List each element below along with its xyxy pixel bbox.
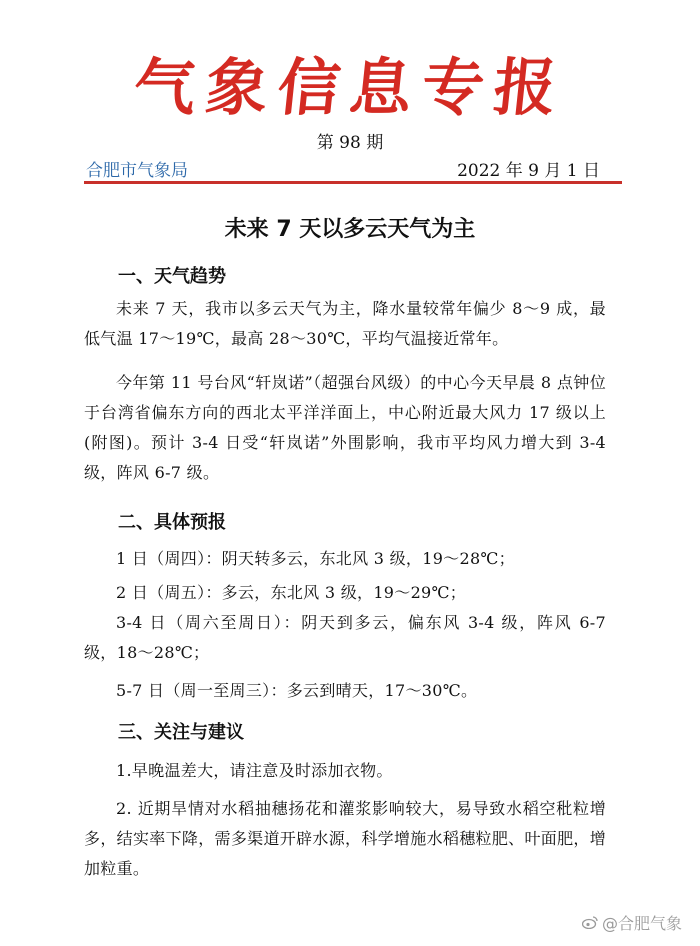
header-divider bbox=[84, 181, 622, 184]
issue-date: 2022 年 9 月 1 日 bbox=[457, 161, 600, 181]
forecast-day-5-7: 5-7 日（周一至周三）：多云到晴天，17～30℃。 bbox=[116, 681, 478, 700]
advice-item-1: 1.早晚温差大，请注意及时添加衣物。 bbox=[116, 761, 393, 780]
issue-number: 第 98 期 bbox=[316, 133, 384, 153]
section-heading-advice: 三、关注与建议 bbox=[118, 722, 244, 743]
section-heading-forecast: 二、具体预报 bbox=[118, 512, 226, 533]
forecast-day-3-4: 3-4 日（周六至周日）：阴天到多云，偏东风 3-4 级，阵风 6-7 级，18～28℃； bbox=[84, 613, 606, 662]
forecast-day-1: 1 日（周四）：阴天转多云，东北风 3 级，19～28℃； bbox=[116, 549, 515, 568]
forecast-day-2: 2 日（周五）：多云，东北风 3 级，19～29℃； bbox=[116, 583, 467, 602]
trend-paragraph-2: 今年第 11 号台风“轩岚诺”（超强台风级）的中心今天早晨 8 点钟位于台湾省偏东方向的西北太平洋洋面上，中心附近最大风力 17 级以上(附图)。预计 3-4 日受“轩岚诺”外围影响，我市平均风力增大到 3-4 级，阵风 6-7 级。 bbox=[84, 373, 606, 482]
weibo-watermark bbox=[582, 911, 682, 934]
watermark-text: @合肥气象 bbox=[601, 914, 682, 933]
agency-name: 合肥市气象局 bbox=[86, 161, 188, 181]
weibo-logo-icon bbox=[582, 915, 598, 929]
advice-item-2: 2. 近期旱情对水稻抽穗扬花和灌浆影响较大，易导致水稻空秕粒增多，结实率下降，需多渠道开辟水源，科学增施水稻穗粒肥、叶面肥，增加粒重。 bbox=[84, 799, 606, 878]
trend-paragraph-1: 未来 7 天，我市以多云天气为主，降水量较常年偏少 8～9 成，最低气温 17～19℃，最高 28～30℃，平均气温接近常年。 bbox=[84, 299, 606, 348]
page-headline: 未来 7 天以多云天气为主 bbox=[224, 217, 476, 242]
section-heading-trend: 一、天气趋势 bbox=[118, 266, 226, 287]
masthead-title: 气象信息专报 bbox=[130, 51, 570, 124]
